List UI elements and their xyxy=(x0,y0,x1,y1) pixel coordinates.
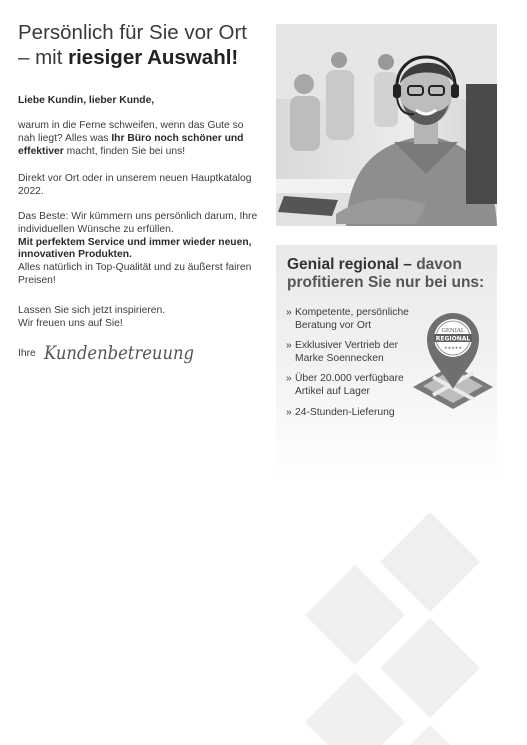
map-pin-badge-icon xyxy=(413,307,493,417)
benefit-text: Exklusiver Vertrieb der Marke Soennecken xyxy=(295,340,399,364)
p1-text-bold: Ihr Büro noch schöner und effektiver xyxy=(18,132,244,157)
p4-text-a: Lassen Sie sich jetzt inspirieren. xyxy=(18,305,166,316)
bullet-mark: » xyxy=(286,307,292,318)
p1-text-b: macht, finden Sie bei uns! xyxy=(63,145,186,157)
page-headline xyxy=(18,20,268,70)
letter-paragraph-2: Direkt vor Ort oder in unserem neuen Hauptkatalog 2022. xyxy=(18,173,252,197)
bullet-mark: » xyxy=(286,373,292,385)
p1-text-a: warum in die Ferne schweifen, wenn das Gute so nah liegt? Alles was xyxy=(18,120,244,144)
headline-line2-bold: riesiger Auswahl! xyxy=(68,46,239,69)
letter-paragraph-1 xyxy=(18,120,263,158)
list-item xyxy=(286,340,421,365)
photo-illustration xyxy=(276,24,497,226)
benefit-text: 24-Stunden-Lieferung xyxy=(295,406,395,418)
headline-line1: Persönlich für Sie vor Ort xyxy=(18,21,247,44)
bullet-mark: » xyxy=(286,406,292,418)
p3-text-b: Alles natürlich in Top-Qualität und zu äußerst fairen Preisen! xyxy=(18,262,252,286)
letter-paragraph-3 xyxy=(18,211,263,288)
benefit-text: Über 20.000 verfügbare Artikel auf Lager xyxy=(295,373,404,397)
benefits-list xyxy=(286,307,421,427)
benefits-panel xyxy=(276,245,497,480)
letter-paragraph-4 xyxy=(18,305,263,331)
benefit-text: Kompetente, persönliche Beratung vor Ort xyxy=(295,307,409,331)
benefits-title-bold: Genial regional – xyxy=(287,256,412,273)
list-item xyxy=(286,407,421,420)
benefits-title-rest: davon profitieren Sie nur bei uns: xyxy=(287,256,485,291)
call-center-photo xyxy=(276,24,497,226)
list-item xyxy=(286,373,421,398)
p4-text-b: Wir freuen uns auf Sie! xyxy=(18,317,123,329)
badge-line1: GENIAL xyxy=(441,328,465,334)
headline-line2-prefix: – mit xyxy=(18,46,69,69)
badge-stars: ★★★★★ xyxy=(444,345,462,350)
bullet-mark: » xyxy=(286,340,292,352)
p3-text-bold: Mit perfektem Service und immer wieder neuen, innovativen Produkten. xyxy=(18,236,252,261)
benefits-title xyxy=(287,256,492,292)
badge-line2: REGIONAL xyxy=(435,335,471,343)
diamond-pattern xyxy=(300,510,527,745)
handwritten-signature xyxy=(42,335,212,371)
list-item xyxy=(286,307,421,332)
closing-word: Ihre xyxy=(18,348,36,359)
p3-text-a: Das Beste: Wir kümmern uns persönlich darum, Ihre individuellen Wünsche zu erfüllen. xyxy=(18,211,258,235)
letter-greeting: Liebe Kundin, lieber Kunde, xyxy=(18,95,155,106)
signature-text: Kundenbetreuung xyxy=(43,342,194,364)
